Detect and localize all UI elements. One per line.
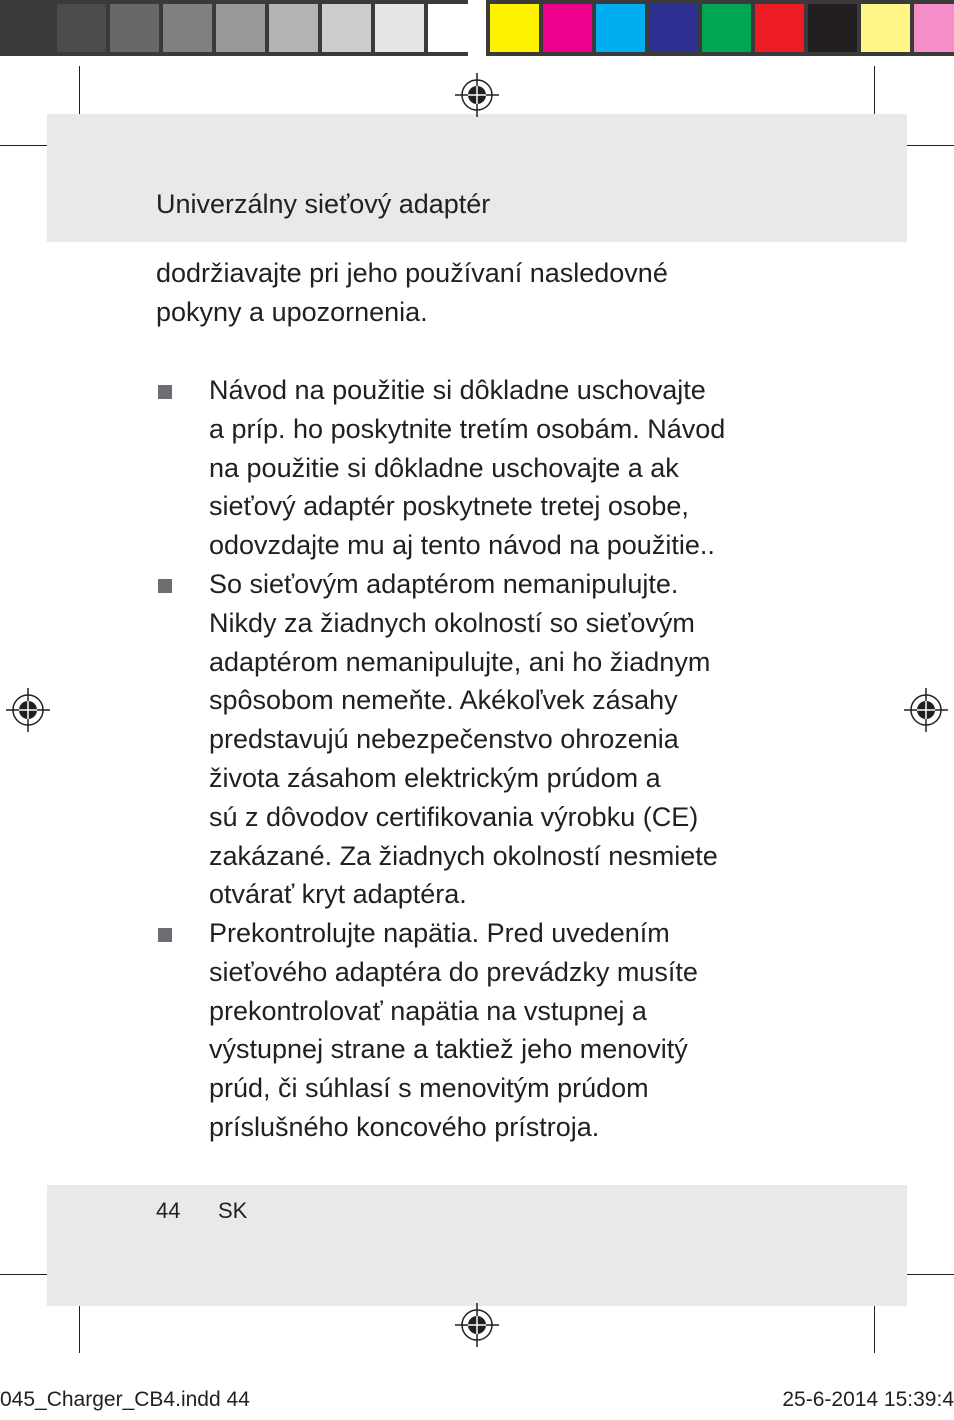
registration-mark-icon (455, 73, 499, 117)
bullet-line: predstavujú nebezpečenstvo ohrozenia (209, 724, 679, 755)
bullet-line: So sieťovým adaptérom nemanipulujte. (209, 569, 679, 599)
bullet-square-icon (158, 928, 172, 942)
bullet-square-icon (158, 579, 172, 593)
bullet-line: prekontrolovať napätia na vstupnej a (209, 995, 647, 1026)
bullet-line: sieťového adaptéra do prevádzky musíte (209, 956, 698, 987)
color-swatch (490, 4, 539, 52)
color-swatch (322, 4, 371, 52)
bullet-line: sú z dôvodov certifikovania výrobku (CE) (209, 801, 699, 832)
color-swatch (375, 4, 424, 52)
intro-paragraph (156, 254, 816, 332)
intro-line: dodržiavajte pri jeho používaní nasledovné (156, 258, 668, 288)
registration-mark-icon (455, 1303, 499, 1347)
bullet-line: sieťový adaptér poskytnete tretej osobe, (209, 491, 689, 522)
color-swatch (269, 4, 318, 52)
bullet-line: a príp. ho poskytnite tretím osobám. Návod (209, 413, 726, 444)
color-swatch (57, 4, 106, 52)
bullet-line: spôsobom nemeňte. Akékoľvek zásahy (209, 685, 678, 716)
color-swatch (861, 4, 910, 52)
bullet-item (156, 565, 836, 914)
bullet-line: zakázané. Za žiadnych okolností nesmiete (209, 840, 718, 871)
bullet-line: Nikdy za žiadnych okolností so sieťovým (209, 607, 695, 638)
color-swatch (163, 4, 212, 52)
bullet-line: výstupnej strane a taktiež jeho menovitý (209, 1034, 688, 1065)
color-swatch (596, 4, 645, 52)
bullet-line: života zásahom elektrickým prúdom a (209, 762, 661, 793)
bullet-square-icon (158, 385, 172, 399)
header-band (47, 114, 907, 242)
bullet-item (156, 914, 836, 1147)
language-code: SK (218, 1198, 248, 1223)
color-swatch (216, 4, 265, 52)
color-swatch (702, 4, 751, 52)
registration-mark-icon (6, 688, 50, 732)
color-swatch (914, 4, 954, 52)
color-swatch (649, 4, 698, 52)
intro-line: pokyny a upozornenia. (156, 297, 428, 327)
color-swatch (110, 4, 159, 52)
process-color-bar (486, 0, 954, 56)
registration-mark-icon (904, 688, 948, 732)
bullet-line: na použitie si dôkladne uschovajte a ak (209, 452, 679, 483)
bullet-line: adaptérom nemanipulujte, ani ho žiadnym (209, 646, 711, 677)
bullet-line: Návod na použitie si dôkladne uschovajte (209, 375, 706, 405)
color-swatch (4, 4, 53, 52)
color-swatch (808, 4, 857, 52)
color-swatch (543, 4, 592, 52)
bullet-line: odovzdajte mu aj tento návod na použitie.. (209, 530, 715, 561)
color-swatch (755, 4, 804, 52)
bullet-line: otvárať kryt adaptéra. (209, 879, 467, 910)
page-title: Univerzálny sieťový adaptér (156, 189, 491, 219)
bullet-item (156, 371, 836, 565)
color-swatch (428, 4, 477, 52)
grayscale-color-bar (0, 0, 468, 56)
slug-date-time: 25-6-2014 15:39:4 (782, 1388, 954, 1411)
bullet-line: Prekontrolujte napätia. Pred uvedením (209, 918, 670, 948)
page-number: 44 (156, 1198, 181, 1223)
bullet-line: príslušného koncového prístroja. (209, 1111, 600, 1142)
bullet-line: prúd, či súhlasí s menovitým prúdom (209, 1073, 649, 1104)
slug-file-info: 045_Charger_CB4.indd 44 (0, 1388, 250, 1411)
